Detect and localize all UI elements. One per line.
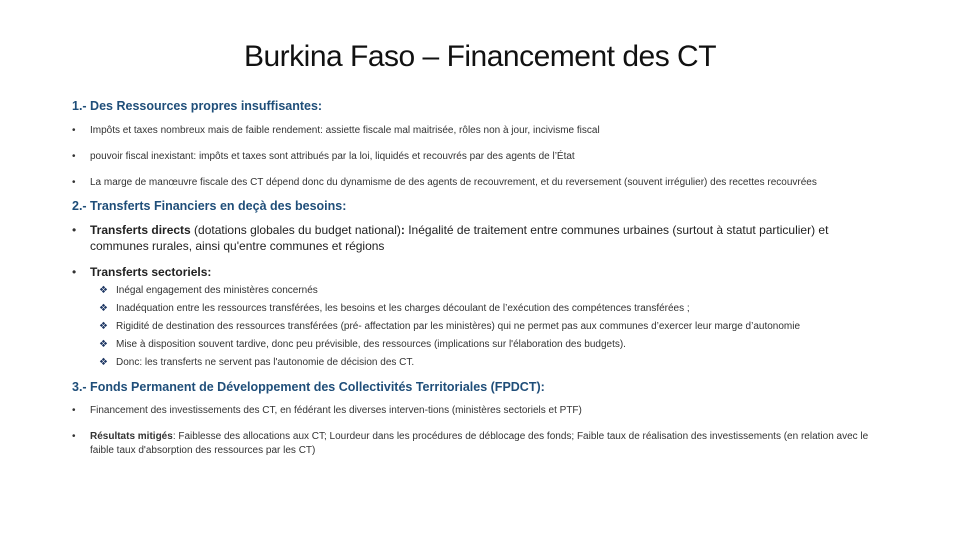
direct-transfers-bullet: [72, 222, 882, 254]
section-1-bullet: • Impôts et taxes nombreux mais de faible rendement: assiette fiscale mal maitrisée, rôles non à jour, incivisme fiscal: [72, 124, 882, 138]
direct-transfers-detail: (dotations globales du budget national): [190, 223, 401, 237]
mixed-results-text: : Faiblesse des allocations aux CT; Lourdeur dans les procédures de déblocage des fonds; Faible taux de réalisation des investissements (en relation avec le faible taux d'absorption des ressources par les CT): [90, 431, 869, 456]
sectoral-item: ❖ Rigidité de destination des ressources transférées (pré- affectation par les ministères) qui ne permet pas aux communes d’exercer leur marge d’autonomie: [99, 320, 882, 334]
sectoral-item: ❖ Inadéquation entre les ressources transférées, les besoins et les charges découlant de l’exécution des compétences transférées ;: [99, 302, 882, 316]
sectoral-item: ❖ Mise à disposition souvent tardive, donc peu prévisible, des ressources (implications sur l'élaboration des budgets).: [99, 338, 882, 352]
slide-content: [72, 98, 882, 458]
section-1-heading: 1.- Des Ressources propres insuffisantes:: [72, 99, 323, 113]
sectoral-transfers-label: Transferts sectoriels:: [90, 265, 212, 279]
sectoral-item: ❖ Inégal engagement des ministères concernés: [99, 284, 882, 298]
direct-transfers-label: Transferts directs: [90, 223, 191, 237]
sectoral-item: ❖ Donc: les transferts ne servent pas l'autonomie de décision des CT.: [99, 356, 882, 370]
sectoral-transfers-list: [99, 284, 882, 370]
section-2-heading: 2.- Transferts Financiers en deçà des besoins:: [72, 199, 347, 213]
section-1-bullet: • pouvoir fiscal inexistant: impôts et taxes sont attribués par la loi, liquidés et recouvrés par des agents de l’État: [72, 150, 882, 164]
section-3-bullet: [72, 430, 882, 458]
section-3-heading: 3.- Fonds Permanent de Développement des Collectivités Territoriales (FPDCT):: [72, 380, 545, 394]
section-3-bullet: • Financement des investissements des CT, en fédérant les diverses interven-tions (ministères sectoriels et PTF): [72, 404, 882, 418]
direct-transfers-colon: :: [400, 223, 405, 237]
mixed-results-label: Résultats mitigés: [90, 431, 173, 442]
section-1-bullet: • La marge de manœuvre fiscale des CT dépend donc du dynamisme de des agents de recouvrement, et du reversement (souvent irrégulier) des recettes recouvrées: [72, 176, 882, 190]
direct-transfers-text: Inégalité de traitement entre communes urbaines (surtout à statut particulier) et communes rurales, ainsi qu'entre communes et régions: [90, 223, 829, 253]
slide-title: Burkina Faso – Financement des CT: [243, 40, 717, 73]
sectoral-transfers-bullet: [72, 264, 882, 280]
